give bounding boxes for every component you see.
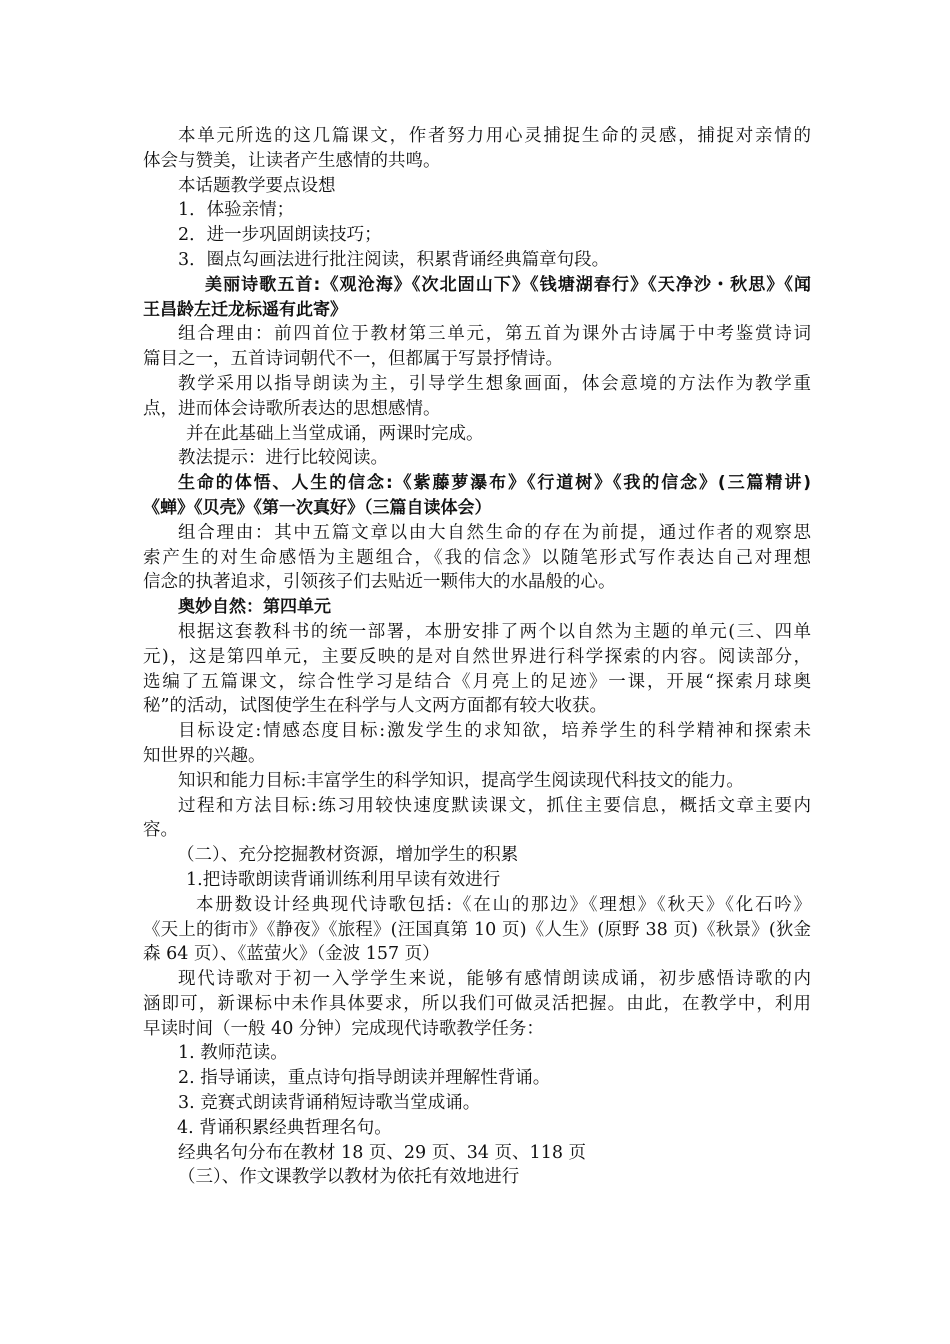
- subsection-heading: （二）、充分挖掘教材资源，增加学生的积累: [177, 845, 519, 866]
- paragraph-line: 点，进而体会诗歌所表达的思想感情。: [143, 398, 441, 419]
- paragraph-line: 知识和能力目标:丰富学生的科学知识，提高学生阅读现代科技文的能力。: [178, 770, 744, 791]
- paragraph-line: 涵即可，新课标中未作具体要求，所以我们可做灵活把握。由此，在教学中，利用: [143, 993, 811, 1014]
- paragraph-line: 篇目之一，五首诗词朝代不一，但都属于写景抒情诗。: [143, 349, 563, 370]
- paragraph-line: 本单元所选的这几篇课文，作者努力用心灵捕捉生命的灵感，捕捉对亲情的: [178, 126, 811, 146]
- paragraph-line: 森 64 页）、《蓝萤火》（金波 157 页）: [143, 944, 440, 965]
- paragraph-line: 教学采用以指导朗读为主，引导学生想象画面，体会意境的方法作为教学重: [178, 373, 811, 394]
- list-item: 2. 指导诵读，重点诗句指导朗读并理解性背诵。: [178, 1068, 551, 1089]
- paragraph-line: 容。: [143, 820, 178, 841]
- section-heading-nature: 奥妙自然：第四单元: [178, 597, 331, 618]
- paragraph-line: 根据这套教科书的统一部署，本册安排了两个以自然为主题的单元(三、四单: [178, 621, 811, 642]
- paragraph-line: 教法提示：进行比较阅读。: [178, 448, 388, 469]
- section-heading-poems: 美丽诗歌五首:《观沧海》《次北固山下》《钱塘湖春行》《天净沙・秋思》《闻: [205, 274, 811, 295]
- list-item: 1．体验亲情；: [178, 200, 295, 221]
- paragraph-line: 目标设定:情感态度目标:激发学生的求知欲，培养学生的科学精神和探索未: [178, 721, 811, 742]
- paragraph-line: 选编了五篇课文，综合性学习是结合《月亮上的足迹》一课，开展“探索月球奥: [143, 671, 811, 692]
- paragraph-line: 组合理由：前四首位于教材第三单元，第五首为课外古诗属于中考鉴赏诗词: [178, 324, 811, 345]
- paragraph-line: 索产生的对生命感悟为主题组合，《我的信念》以随笔形式写作表达自己对理想: [143, 547, 811, 568]
- list-item: 3. 竞赛式朗读背诵稍短诗歌当堂成诵。: [178, 1093, 481, 1114]
- document-body: [143, 124, 811, 1190]
- paragraph-line: 体会与赞美，让读者产生感情的共鸣。: [143, 150, 441, 171]
- list-item: 4. 背诵积累经典哲理名句。: [177, 1117, 392, 1138]
- paragraph-line: 并在此基础上当堂成诵，两课时完成。: [186, 423, 484, 444]
- paragraph-line: 早读时间（一般 40 分钟）完成现代诗歌教学任务：: [143, 1018, 544, 1039]
- paragraph-line: 元)，这是第四单元，主要反映的是对自然世界进行科学探索的内容。阅读部分，: [143, 646, 811, 667]
- paragraph-line: 本册数设计经典现代诗歌包括:《在山的那边》《理想》《秋天》《化石吟》: [196, 894, 811, 915]
- list-item: 3．圈点勾画法进行批注阅读，积累背诵经典篇章句段。: [178, 249, 610, 270]
- subsection-item: 1.把诗歌朗读背诵训练利用早读有效进行: [186, 869, 501, 890]
- paragraph-line: 经典名句分布在教材 18 页、29 页、34 页、118 页: [178, 1142, 587, 1163]
- paragraph-line: 知世界的兴趣。: [143, 745, 266, 766]
- paragraph-line: 《天上的街市》《静夜》《旅程》(汪国真第 10 页)《人生》(原野 38 页)《秋景》(狄金: [143, 919, 811, 940]
- section-heading-life: 生命的体悟、人生的信念:《紫藤萝瀑布》《行道树》《我的信念》(三篇精讲): [178, 473, 811, 494]
- list-item: 1. 教师范读。: [178, 1043, 288, 1064]
- paragraph-line: 过程和方法目标:练习用较快速度默读课文，抓住主要信息，概括文章主要内: [178, 795, 811, 816]
- paragraph-line: 本话题教学要点设想: [178, 175, 336, 196]
- subsection-heading: （三）、作文课教学以教材为依托有效地进行: [178, 1167, 520, 1188]
- paragraph-line: 秘”的活动，试图使学生在科学与人文两方面都有较大收获。: [143, 696, 607, 717]
- paragraph-line: 组合理由：其中五篇文章以由大自然生命的存在为前提，通过作者的观察思: [178, 522, 811, 543]
- section-heading-life: 《蝉》《贝壳》《第一次真好》（三篇自读体会）: [143, 497, 492, 518]
- paragraph-line: 信念的执著追求，引领孩子们去贴近一颗伟大的水晶般的心。: [143, 572, 616, 593]
- list-item: 2．进一步巩固朗读技巧；: [178, 225, 382, 246]
- paragraph-line: 现代诗歌对于初一入学学生来说，能够有感情朗读成诵，初步感悟诗歌的内: [178, 969, 811, 990]
- section-heading-poems: 王昌龄左迁龙标遥有此寄》: [143, 299, 347, 320]
